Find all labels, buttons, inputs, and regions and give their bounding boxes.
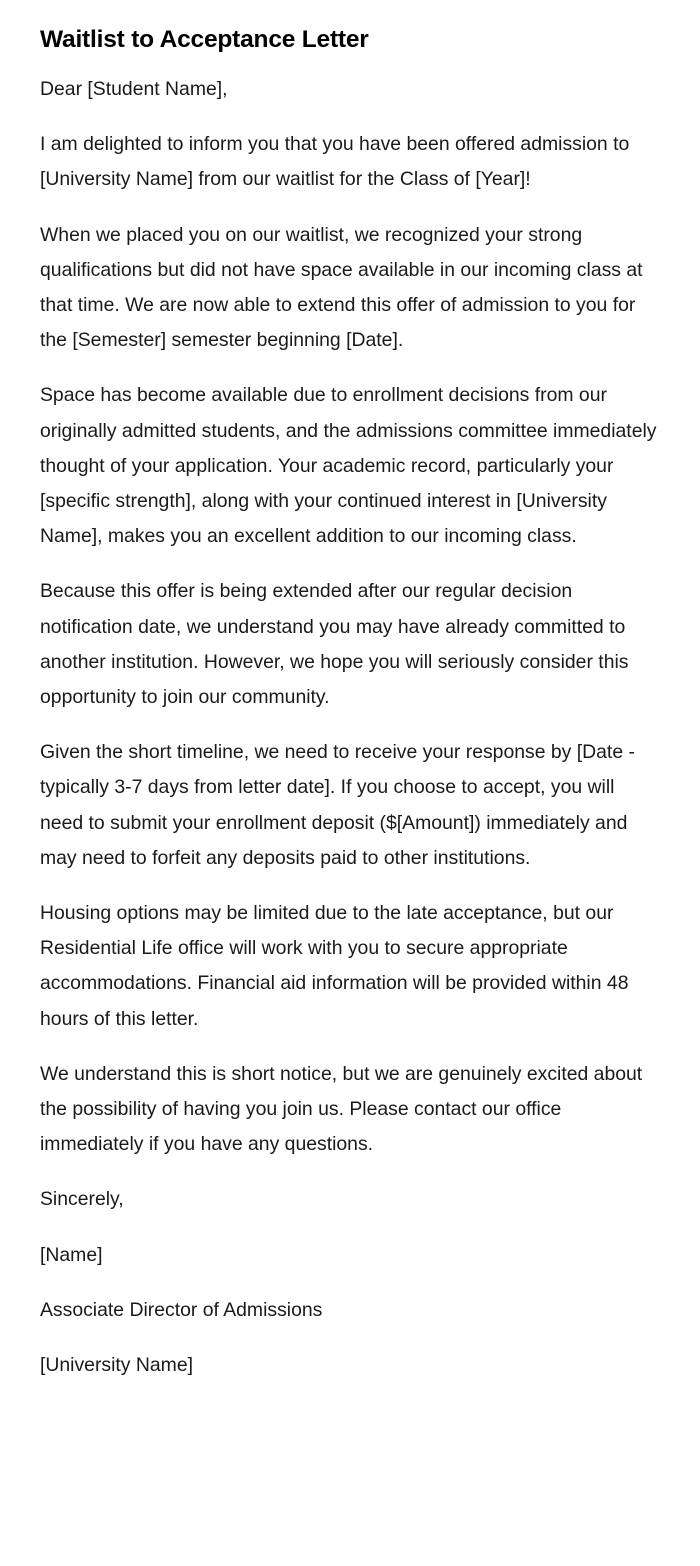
paragraph-housing-aid: Housing options may be limited due to the late acceptance, but our Residential Life office will work with you to secure appropriate accommodations. Financial aid information will be provided within 48 hours of this letter. — [40, 902, 629, 1030]
salutation: Dear [Student Name], — [40, 78, 228, 100]
closing: Sincerely, — [40, 1188, 124, 1211]
paragraph-offer: I am delighted to inform you that you have been offered admission to [University Name] from our waitlist for the Class of [Year]! — [40, 133, 630, 191]
paragraph-response-deadline: Given the short timeline, we need to receive your response by [Date - typically 3-7 days from letter date]. If you choose to accept, you will need to submit your enrollment deposit ($[Amount]) immediately and may need to forfeit any deposits paid to other institutions. — [40, 741, 635, 869]
paragraph-late-offer: Because this offer is being extended after our regular decision notification date, we understand you may have already committed to another institution. However, we hope you will seriously consider this opportunity to join our community. — [40, 580, 629, 709]
signer-title: Associate Director of Admissions — [40, 1298, 323, 1321]
paragraph-space-available: Space has become available due to enrollment decisions from our originally admitted students, and the admissions committee immediately thought of your application. Your academic record, particularly your [specific strength], along with your continued interest in [University Name], makes you an excellent addition to our incoming class. — [40, 384, 657, 548]
paragraph-waitlist-context: When we placed you on our waitlist, we recognized your strong qualifications but did not have space available in our incoming class at that time. We are now able to extend this offer of admission to you for the [Semester] semester beginning [Date]. — [40, 223, 643, 352]
signer-institution: [University Name] — [40, 1354, 194, 1377]
paragraph-contact: We understand this is short notice, but we are genuinely excited about the possibility of having you join us. Please contact our office immediately if you have any questions. — [40, 1062, 643, 1156]
letter-title: Waitlist to Acceptance Letter — [40, 26, 369, 53]
signer-name: [Name] — [40, 1243, 103, 1266]
